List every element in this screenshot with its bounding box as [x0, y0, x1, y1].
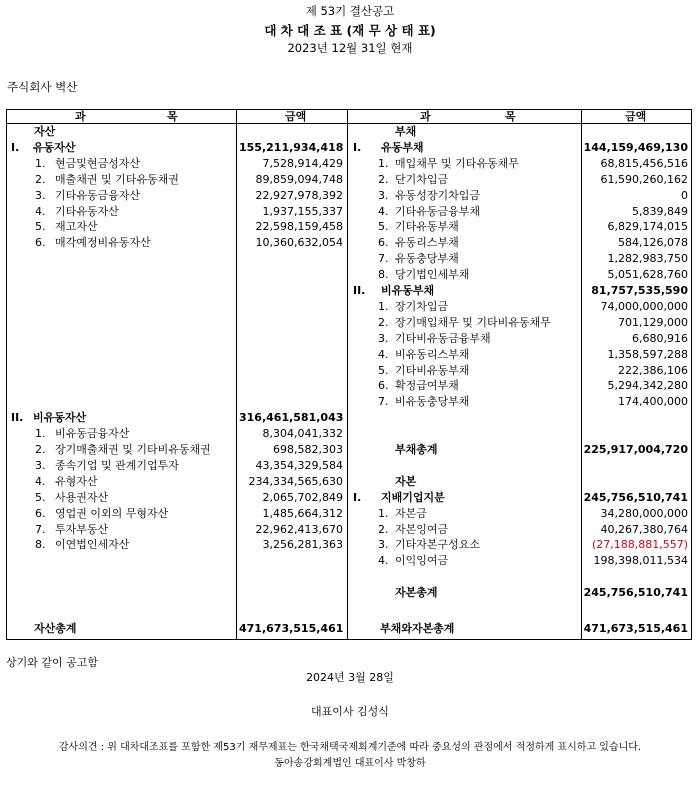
statement-date: 2023년 12월 31일 현재	[287, 41, 413, 55]
liabilities-equity-total-amount: 471,673,515,461	[583, 622, 688, 635]
row-number: 4.	[378, 554, 389, 568]
row-number: 1.	[378, 156, 389, 170]
left-item-amount: 3,256,281,363	[262, 538, 343, 552]
right-item-label: 자본	[395, 474, 417, 488]
left-item-amount: 1,937,155,337	[262, 204, 343, 218]
right-item-amount: 34,280,000,000	[600, 506, 688, 520]
row-number: 6.	[35, 236, 46, 250]
right-item-label: 이익잉여금	[395, 554, 449, 568]
row-number: 2.	[35, 443, 46, 456]
row-number: 2.	[378, 522, 389, 536]
right-item-label: 자본총계	[395, 586, 438, 600]
right-item-amount: 6,680,916	[632, 331, 688, 345]
right-item-amount: 174,400,000	[618, 395, 688, 409]
right-item-label: 유동부채	[381, 140, 424, 154]
row-number: I.	[353, 140, 362, 154]
header-subject-right-1: 과	[420, 110, 431, 123]
right-item-label: 유동충당부채	[395, 252, 459, 266]
left-item-label: 현금및현금성자산	[55, 156, 141, 170]
right-item-amount: (27,188,881,557)	[591, 538, 688, 552]
col-divider	[347, 110, 348, 639]
left-item-amount: 2,065,702,849	[262, 490, 343, 504]
header-amount-left: 금액	[285, 110, 307, 123]
right-item-amount: 144,159,469,130	[583, 140, 688, 154]
row-number: I.	[353, 490, 362, 504]
right-item-label: 지배기업지분	[381, 490, 445, 504]
left-item-amount: 1,485,664,312	[262, 506, 343, 520]
row-number: 2.	[35, 172, 46, 186]
right-item-label: 기타비유동부채	[395, 363, 470, 377]
row-number: 6.	[378, 236, 389, 250]
header-subject-right-2: 목	[505, 110, 516, 123]
right-item-label: 장기차입금	[395, 299, 449, 313]
row-number: II.	[11, 411, 24, 425]
right-item-label: 유동리스부채	[395, 236, 459, 250]
left-item-label: 장기매출채권 및 기타비유동채권	[55, 443, 211, 456]
left-item-amount: 10,360,632,054	[255, 236, 343, 250]
right-item-label: 당기법인세부채	[395, 268, 470, 282]
left-item-label: 이연법인세자산	[55, 538, 130, 552]
notice-date: 2024년 3월 28일	[306, 671, 394, 684]
right-item-label: 장기매입채무 및 기타비유동채무	[395, 315, 551, 329]
right-item-amount: 701,129,000	[618, 315, 688, 329]
row-number: 6.	[378, 379, 389, 393]
left-item-label: 투자부동산	[55, 522, 109, 536]
row-number: 2.	[378, 315, 389, 329]
right-item-amount: 0	[681, 188, 688, 202]
right-item-amount: 222,386,106	[618, 363, 688, 377]
col-divider	[236, 110, 237, 639]
right-item-amount: 5,294,342,280	[607, 379, 688, 393]
left-item-label: 유형자산	[55, 474, 98, 488]
assets-total-amount: 471,673,515,461	[239, 622, 344, 635]
header-subject-left-2: 목	[167, 110, 178, 123]
right-item-amount: 245,756,510,741	[583, 586, 688, 600]
left-item-amount: 7,528,914,429	[262, 156, 343, 170]
row-number: 4.	[35, 204, 46, 218]
right-item-label: 비유동부채	[381, 284, 435, 297]
left-item-amount: 89,859,094,748	[255, 172, 343, 186]
row-number: 4.	[378, 347, 389, 361]
right-item-amount: 61,590,260,162	[600, 172, 688, 186]
left-item-label: 영업권 이외의 무형자산	[55, 506, 169, 520]
row-number: 3.	[35, 458, 46, 472]
notice-title: 제 53기 결산공고	[305, 4, 395, 18]
right-item-label: 부채총계	[395, 443, 438, 456]
right-item-label: 기타유동금융부채	[395, 204, 481, 218]
right-item-label: 기타자본구성요소	[395, 538, 481, 552]
right-item-amount: 81,757,535,590	[591, 284, 688, 297]
right-item-amount: 225,917,004,720	[583, 443, 688, 456]
right-item-amount: 5,839,849	[632, 204, 688, 218]
row-number: 1.	[35, 156, 46, 170]
right-item-label: 확정급여부채	[395, 379, 459, 393]
row-number: II.	[353, 284, 366, 297]
liabilities-equity-total-label: 부채와자본총계	[380, 622, 455, 635]
right-item-amount: 245,756,510,741	[583, 490, 688, 504]
header-subject-left-1: 과	[75, 110, 86, 123]
right-item-label: 기타유동부채	[395, 220, 459, 234]
left-item-label: 자산	[34, 125, 56, 138]
row-number: 1.	[378, 506, 389, 520]
assets-total-label: 자산총계	[34, 622, 77, 635]
ceo-name: 대표이사 김성식	[311, 705, 389, 718]
row-number: 1.	[35, 427, 46, 441]
row-number: 7.	[35, 522, 46, 536]
left-item-label: 매각예정비유동자산	[55, 236, 151, 250]
right-item-amount: 74,000,000,000	[600, 299, 688, 313]
right-item-amount: 198,398,011,534	[593, 554, 688, 568]
row-number: 4.	[35, 474, 46, 488]
row-number: 3.	[378, 188, 389, 202]
left-item-label: 사용권자산	[55, 490, 109, 504]
row-number: 1.	[378, 299, 389, 313]
table-header-row	[7, 110, 691, 124]
left-item-amount: 22,962,413,670	[255, 522, 343, 536]
statement-title: 대 차 대 조 표 (재 무 상 태 표)	[264, 23, 436, 38]
right-item-label: 비유동리스부채	[395, 347, 470, 361]
right-item-label: 자본금	[395, 506, 427, 520]
right-item-amount: 40,267,380,764	[600, 522, 688, 536]
row-number: I.	[11, 140, 20, 154]
left-item-label: 종속기업 및 관계기업투자	[55, 458, 179, 472]
row-number: 6.	[35, 506, 46, 520]
left-item-label: 재고자산	[55, 220, 98, 234]
left-item-amount: 22,927,978,392	[255, 188, 343, 202]
row-number: 3.	[378, 538, 389, 552]
right-item-amount: 6,829,174,015	[607, 220, 688, 234]
auditor-name: 동아송강회계법인 대표이사 박창하	[274, 758, 426, 769]
left-item-label: 비유동자산	[33, 411, 87, 425]
left-item-label: 기타유동자산	[55, 204, 119, 218]
right-item-amount: 1,282,983,750	[607, 252, 688, 266]
notice-statement: 상기와 같이 공고함	[6, 656, 99, 669]
row-number: 5.	[35, 490, 46, 504]
row-number: 8.	[378, 268, 389, 282]
header-amount-right: 금액	[625, 110, 647, 123]
right-item-label: 단기차입금	[395, 172, 449, 186]
right-item-label: 유동성장기차입금	[395, 188, 481, 202]
right-item-label: 자본잉여금	[395, 522, 449, 536]
right-item-amount: 584,126,078	[618, 236, 688, 250]
row-number: 3.	[378, 331, 389, 345]
balance-sheet-table	[6, 109, 692, 640]
right-item-label: 부채	[395, 125, 417, 138]
left-item-amount: 43,354,329,584	[255, 458, 343, 472]
row-number: 4.	[378, 204, 389, 218]
right-item-label: 기타비유동금융부채	[395, 331, 491, 345]
right-item-amount: 68,815,456,516	[600, 156, 688, 170]
row-number: 3.	[35, 188, 46, 202]
left-item-amount: 22,598,159,458	[255, 220, 343, 234]
right-item-amount: 1,358,597,288	[607, 347, 688, 361]
row-number: 5.	[378, 363, 389, 377]
left-item-label: 비유동금융자산	[55, 427, 130, 441]
right-item-label: 매입채무 및 기타유동채무	[395, 156, 519, 170]
row-number: 8.	[35, 538, 46, 552]
left-item-label: 유동자산	[33, 140, 76, 154]
left-item-amount: 234,334,565,630	[248, 474, 343, 488]
left-item-label: 매출채권 및 기타유동채권	[55, 172, 179, 186]
row-number: 7.	[378, 252, 389, 266]
left-item-amount: 8,304,041,332	[262, 427, 343, 441]
left-item-label: 기타유동금융자산	[55, 188, 141, 202]
audit-opinion: 감사의견 : 위 대차대조표를 포함한 제53기 재무제표는 한국채택국제회계기준에 따라 중요성의 관점에서 적정하게 표시하고 있습니다.	[58, 742, 642, 753]
row-number: 5.	[35, 220, 46, 234]
company-name: 주식회사 벽산	[7, 80, 78, 94]
row-number: 7.	[378, 395, 389, 409]
left-item-amount: 698,582,303	[273, 443, 343, 456]
left-item-amount: 316,461,581,043	[239, 411, 344, 425]
row-number: 2.	[378, 172, 389, 186]
col-divider	[581, 110, 582, 639]
right-item-amount: 5,051,628,760	[607, 268, 688, 282]
right-item-label: 비유동충당부채	[395, 395, 470, 409]
row-number: 5.	[378, 220, 389, 234]
left-item-amount: 155,211,934,418	[239, 140, 344, 154]
